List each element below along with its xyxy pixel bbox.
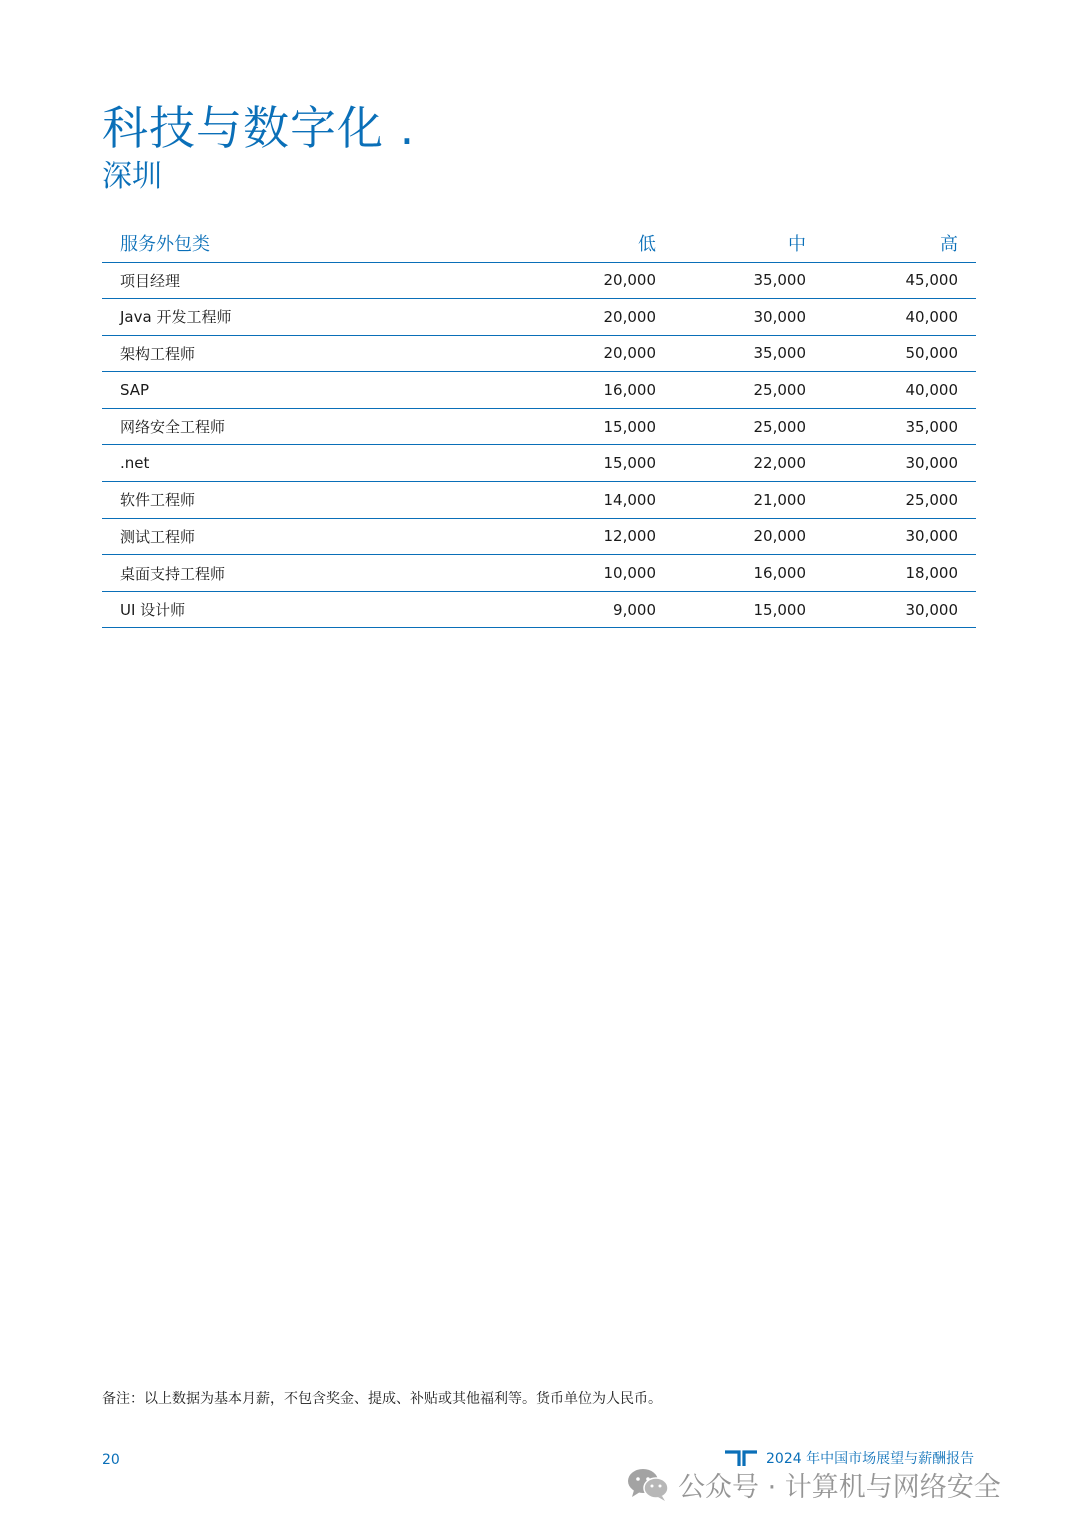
mid-cell: 16,000	[656, 555, 806, 592]
high-cell: 30,000	[806, 518, 976, 555]
salary-table	[102, 224, 976, 628]
report-title: 2024 年中国市场展望与薪酬报告	[766, 1451, 975, 1467]
high-cell: 18,000	[806, 555, 976, 592]
table-header-row	[102, 224, 976, 262]
role-cell: .net	[102, 445, 520, 482]
low-cell: 14,000	[520, 482, 656, 519]
high-cell: 45,000	[806, 262, 976, 299]
low-cell: 20,000	[520, 335, 656, 372]
role-cell: Java 开发工程师	[102, 299, 520, 336]
header-category: 服务外包类	[102, 224, 520, 262]
mid-cell: 15,000	[656, 591, 806, 628]
table-row	[102, 408, 976, 445]
mid-cell: 22,000	[656, 445, 806, 482]
table-row	[102, 482, 976, 519]
low-cell: 9,000	[520, 591, 656, 628]
table-row	[102, 335, 976, 372]
table-row	[102, 518, 976, 555]
high-cell: 30,000	[806, 591, 976, 628]
watermark-text: 公众号 · 计算机与网络安全	[678, 1471, 1001, 1503]
wechat-watermark	[626, 1464, 1001, 1504]
high-cell: 40,000	[806, 299, 976, 336]
role-cell: SAP	[102, 372, 520, 409]
page-title: 科技与数字化 .	[102, 101, 416, 155]
high-cell: 25,000	[806, 482, 976, 519]
footnote: 备注：以上数据为基本月薪，不包含奖金、提成、补贴或其他福利等。货币单位为人民币。	[102, 1391, 662, 1407]
role-cell: 架构工程师	[102, 335, 520, 372]
low-cell: 20,000	[520, 299, 656, 336]
table-row	[102, 299, 976, 336]
high-cell: 30,000	[806, 445, 976, 482]
header-low: 低	[520, 224, 656, 262]
mid-cell: 25,000	[656, 372, 806, 409]
role-cell: 项目经理	[102, 262, 520, 299]
low-cell: 15,000	[520, 445, 656, 482]
mid-cell: 25,000	[656, 408, 806, 445]
mid-cell: 30,000	[656, 299, 806, 336]
low-cell: 20,000	[520, 262, 656, 299]
role-cell: UI 设计师	[102, 591, 520, 628]
high-cell: 40,000	[806, 372, 976, 409]
low-cell: 16,000	[520, 372, 656, 409]
role-cell: 网络安全工程师	[102, 408, 520, 445]
role-cell: 桌面支持工程师	[102, 555, 520, 592]
low-cell: 15,000	[520, 408, 656, 445]
wechat-icon	[626, 1466, 670, 1502]
low-cell: 12,000	[520, 518, 656, 555]
table-row	[102, 445, 976, 482]
header-high: 高	[806, 224, 976, 262]
role-cell: 测试工程师	[102, 518, 520, 555]
mid-cell: 35,000	[656, 335, 806, 372]
header-mid: 中	[656, 224, 806, 262]
table-row	[102, 262, 976, 299]
low-cell: 10,000	[520, 555, 656, 592]
page-number: 20	[102, 1452, 120, 1468]
mid-cell: 35,000	[656, 262, 806, 299]
table-row	[102, 372, 976, 409]
page-subtitle: 深圳	[102, 159, 162, 194]
high-cell: 35,000	[806, 408, 976, 445]
high-cell: 50,000	[806, 335, 976, 372]
table-row	[102, 555, 976, 592]
role-cell: 软件工程师	[102, 482, 520, 519]
mid-cell: 21,000	[656, 482, 806, 519]
mid-cell: 20,000	[656, 518, 806, 555]
table-row	[102, 591, 976, 628]
